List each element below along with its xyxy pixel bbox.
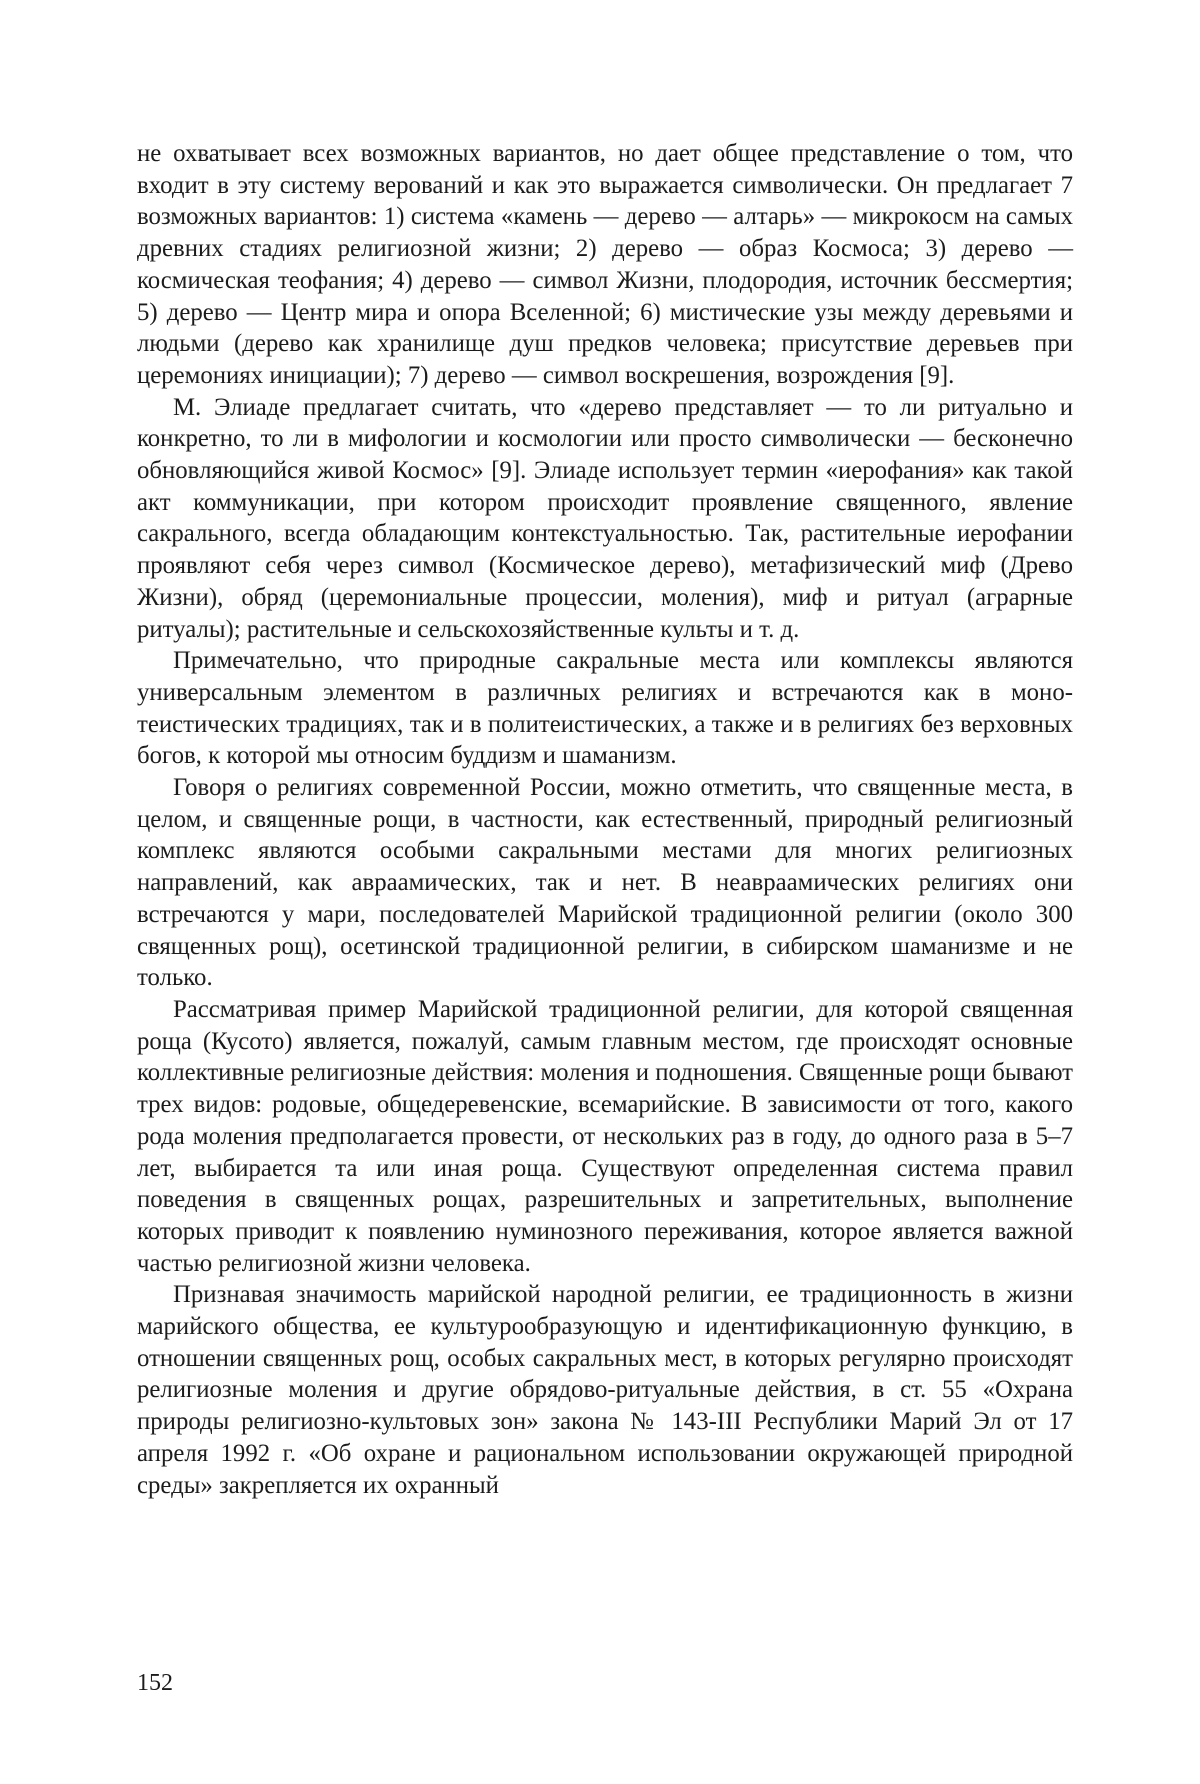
paragraph-mari-law: Признавая значимость марийской народной религии, ее традиционность в жизни марийского общества, ее культурообразующую и идентификационную функцию, в отношении священных рощ, особых сакральных мест, в которых регулярно происходят религиозные моления и другие обрядово-ритуальные действия, в ст. 55 «Охрана природы религиозно-культовых зон» закона № 143-III Республики Марий Эл от 17 апреля 1992 г. «Об охране и рациональном использовании окружающей природной среды» закрепляется их охранный: [137, 1279, 1073, 1501]
body-text: [137, 138, 1073, 1501]
paragraph-russia-religions: Говоря о религиях современной России, можно отметить, что священные места, в целом, и священные рощи, в частности, как естественный, природный религиозный комплекс являются особыми сакральными местами для многих религиозных направлений, как авраамических, так и нет. В неавраамических религиях они встречаются у мари, последователей Марийской традиционной религии (около 300 священных рощ), осетинской традиционной религии, в сибирском шаманизме и не только.: [137, 772, 1073, 994]
paragraph-continuation: не охватывает всех возможных вариантов, но дает общее представление о том, что входит в эту систему верований и как это выражается символически. Он предлагает 7 возможных вариантов: 1) система «камень — дерево — алтарь» — микрокосм на самых древних стадиях религиозной жизни; 2) дерево — образ Космоса; 3) дерево — космическая теофания; 4) дерево — символ Жизни, плодородия, источник бессмертия; 5) дерево — Центр мира и опора Вселен­ной; 6) мистические узы между деревьями и людьми (дерево как хранилище душ предков человека; присутствие деревьев при церемониях инициации); 7) дерево — символ воскрешения, возрождения [9].: [137, 138, 1073, 392]
page-number: 152: [137, 1668, 173, 1698]
document-page: [0, 0, 1200, 1784]
paragraph-sacral-places: Примечательно, что природные сакральные места или комплексы являются универсальным элементом в различных религиях и встречаются как в моно­теистических традициях, так и в политеистических, а также и в религиях без верховных богов, к которой мы относим буддизм и шаманизм.: [137, 645, 1073, 772]
paragraph-eliade: М. Элиаде предлагает считать, что «дерево представляет — то ли ритуально и конкретно, то ли в мифологии и космологии или просто символически — бес­конечно обновляющийся живой Космос» [9]. Элиаде использует термин «ие­рофания» как такой акт коммуникации, при котором происходит проявление священного, явление сакрального, всегда обладающим контекстуальностью. Так, растительные иерофании проявляют себя через символ (Космическое дерево), метафизический миф (Древо Жизни), обряд (церемониальные про­цессии, моления), миф и ритуал (аграрные ритуалы); растительные и сельско­хозяйственные культы и т. д.: [137, 392, 1073, 646]
paragraph-mari-religion: Рассматривая пример Марийской традиционной религии, для которой священная роща (Кусото) является, пожалуй, самым главным местом, где происходят основные коллективные религиозные действия: моления и под­ношения. Священные рощи бывают трех видов: родовые, общедеревенские, всемарийские. В зависимости от того, какого рода моления предполагается провести, от нескольких раз в году, до одного раза в 5–7 лет, выбирается та или иная роща. Существуют определенная система правил поведения в священных рощах, разрешительных и запретительных, выполнение которых приводит к появлению нуминозного переживания, которое является важной частью религиозной жизни человека.: [137, 994, 1073, 1279]
